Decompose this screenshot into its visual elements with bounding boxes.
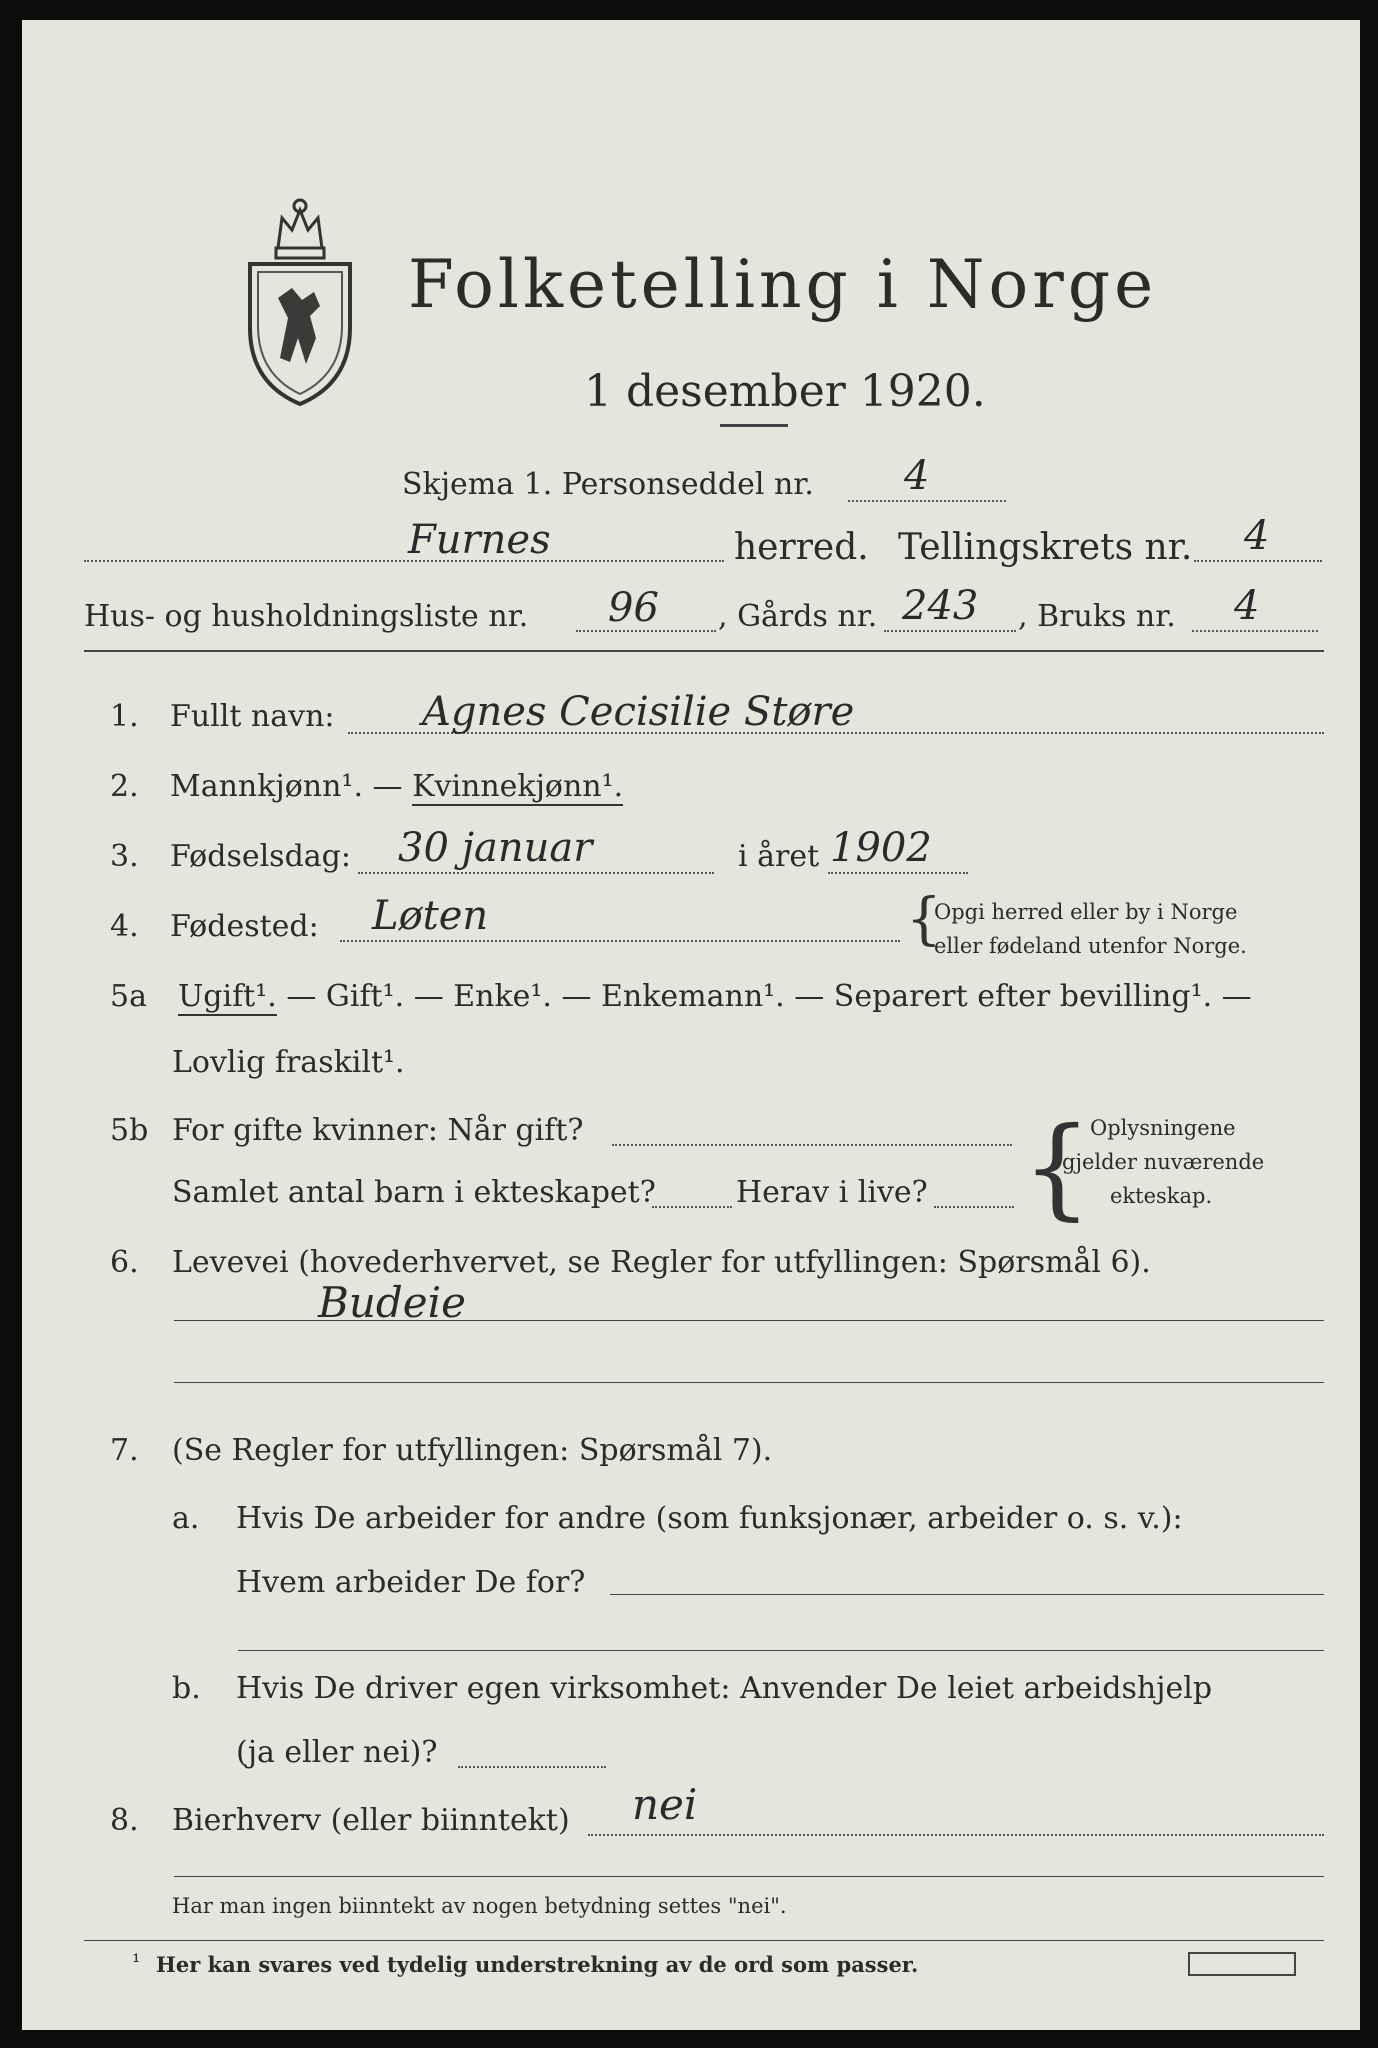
q7a-letter: a. xyxy=(172,1501,200,1536)
schema-label: Skjema 1. Personseddel nr. xyxy=(402,467,814,502)
q1-number: 1. xyxy=(110,699,139,734)
q8-value: nei xyxy=(632,1780,698,1829)
q6-number: 6. xyxy=(110,1245,139,1280)
q3-year-line xyxy=(828,872,968,874)
bruks-label: , Bruks nr. xyxy=(1018,599,1176,634)
q2-label xyxy=(170,769,624,804)
q7a-line2: Hvem arbeider De for? xyxy=(236,1565,586,1600)
herred-label: herred. xyxy=(734,527,869,568)
q6-line-1 xyxy=(174,1320,1324,1321)
q5a-ugift: Ugift¹. xyxy=(178,979,277,1014)
q3-value: 30 januar xyxy=(398,825,593,871)
footnote-text: Her kan svares ved tydelig understrekning av de ord som passer. xyxy=(156,1952,919,1977)
q7-label: (Se Regler for utfyllingen: Spørsmål 7). xyxy=(172,1433,773,1468)
q7-number: 7. xyxy=(110,1433,139,1468)
q1-value: Agnes Cecisilie Støre xyxy=(422,689,855,735)
footnote-rule xyxy=(84,1940,1324,1941)
q5b-number: 5b xyxy=(110,1113,149,1148)
q7a-line1: Hvis De arbeider for andre (som funksjonær, arbeider o. s. v.): xyxy=(236,1501,1183,1536)
q5a-rest: — Gift¹. — Enke¹. — Enkemann¹. — Separert efter bevilling¹. — xyxy=(276,979,1252,1014)
census-form xyxy=(22,20,1360,2030)
q3-label: Fødselsdag: xyxy=(170,839,351,874)
q4-label: Fødested: xyxy=(170,909,319,944)
q7a-answer-line xyxy=(610,1594,1324,1595)
q4-line xyxy=(340,940,900,942)
q5b-gift-line xyxy=(612,1144,1012,1146)
q7b-answer-line xyxy=(458,1766,606,1768)
q4-brace: { xyxy=(906,887,942,952)
q8-label: Bierhverv (eller biinntekt) xyxy=(172,1803,570,1838)
q2-kvinne: Kvinnekjønn¹. xyxy=(412,769,624,804)
herred-line xyxy=(84,560,724,562)
norway-coat-of-arms-icon xyxy=(240,188,360,410)
q7b-line1: Hvis De driver egen virksomhet: Anvender De leiet arbeidshjelp xyxy=(236,1671,1213,1706)
q2-mann: Mannkjønn¹. — xyxy=(170,769,413,804)
q4-note-1: Opgi herred eller by i Norge xyxy=(934,900,1238,924)
husliste-label: Hus- og husholdningsliste nr. xyxy=(84,599,529,634)
herred-value: Furnes xyxy=(408,517,551,563)
q5b-brace: { xyxy=(1022,1103,1092,1231)
q4-value: Løten xyxy=(372,893,489,939)
header-rule xyxy=(84,650,1324,652)
q5b-barn-line xyxy=(652,1206,732,1208)
gards-value: 243 xyxy=(902,583,979,629)
q8-note: Har man ingen biinntekt av nogen betydning settes "nei". xyxy=(172,1894,787,1918)
q8-extra-line xyxy=(174,1876,1324,1877)
census-date: 1 desember 1920. xyxy=(584,366,986,417)
q7a-extra-line xyxy=(238,1650,1324,1651)
q5b-line2b: Herav i live? xyxy=(736,1175,928,1210)
q4-number: 4. xyxy=(110,909,139,944)
form-title: Folketelling i Norge xyxy=(408,246,1158,323)
q5b-note-3: ekteskap. xyxy=(1110,1184,1213,1208)
q3-number: 3. xyxy=(110,839,139,874)
q4-note-2: eller fødeland utenfor Norge. xyxy=(934,934,1247,958)
q3-line xyxy=(358,872,714,874)
q8-number: 8. xyxy=(110,1803,139,1838)
q2-number: 2. xyxy=(110,769,139,804)
gards-label: , Gårds nr. xyxy=(718,599,878,634)
q3-year-value: 1902 xyxy=(830,825,932,871)
q6-line-2 xyxy=(174,1382,1324,1383)
q7b-line2: (ja eller nei)? xyxy=(236,1735,438,1770)
q8-line xyxy=(588,1834,1324,1836)
tellingskrets-value: 4 xyxy=(1244,513,1270,559)
q6-label: Levevei (hovederhvervet, se Regler for utfyllingen: Spørsmål 6). xyxy=(172,1245,1151,1280)
q1-label: Fullt navn: xyxy=(170,699,335,734)
bruks-value: 4 xyxy=(1234,583,1260,629)
personseddel-line xyxy=(848,500,1006,502)
q3-year-label: i året xyxy=(738,839,820,874)
title-divider xyxy=(720,424,788,427)
footnote-mark: ¹ xyxy=(132,1950,141,1974)
q5a-number: 5a xyxy=(110,979,147,1014)
bruks-line xyxy=(1192,630,1318,632)
tellingskrets-line xyxy=(1194,560,1322,562)
personseddel-value: 4 xyxy=(904,453,930,499)
printer-stamp xyxy=(1188,1952,1296,1976)
q5a-line2: Lovlig fraskilt¹. xyxy=(172,1045,405,1080)
q5b-live-line xyxy=(934,1206,1014,1208)
tellingskrets-label: Tellingskrets nr. xyxy=(898,527,1193,568)
q5b-note-1: Oplysningene xyxy=(1090,1116,1236,1140)
q7b-letter: b. xyxy=(172,1671,201,1706)
q5b-line2a: Samlet antal barn i ekteskapet? xyxy=(172,1175,656,1210)
q6-value: Budeie xyxy=(318,1278,466,1327)
q5b-line1: For gifte kvinner: Når gift? xyxy=(172,1113,584,1148)
husliste-value: 96 xyxy=(608,585,659,631)
q5b-note-2: gjelder nuværende xyxy=(1062,1150,1265,1174)
q5a-options xyxy=(178,979,1252,1014)
gards-line xyxy=(884,630,1016,632)
